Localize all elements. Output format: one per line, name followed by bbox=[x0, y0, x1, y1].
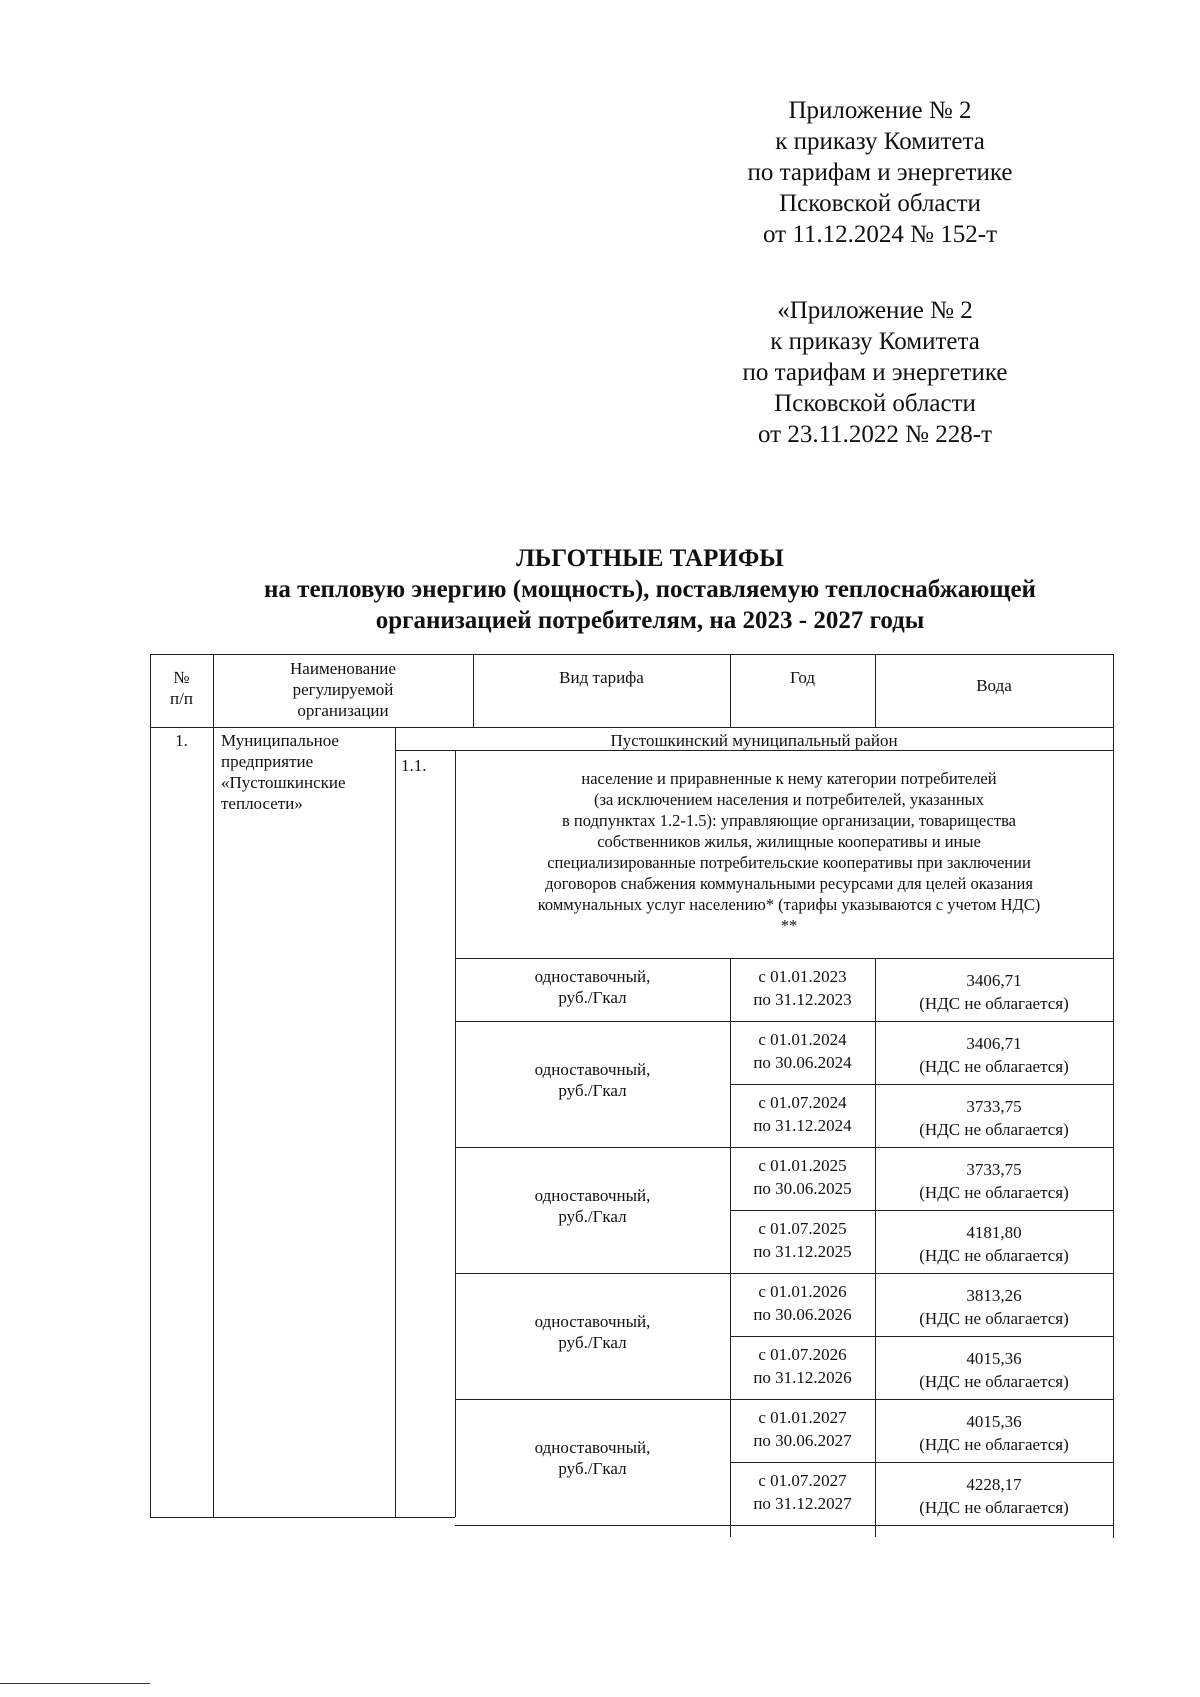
tariff-type-cell-line: одноставочный, bbox=[534, 1060, 651, 1079]
table-horizontal-line bbox=[455, 1147, 1113, 1148]
period-from: с 01.07.2025 bbox=[758, 1219, 847, 1238]
table-horizontal-line bbox=[150, 1517, 455, 1518]
tariff-vat-note: (НДС не облагается) bbox=[919, 1057, 1069, 1076]
tariff-vat-note: (НДС не облагается) bbox=[919, 1435, 1069, 1454]
table-horizontal-line bbox=[455, 1021, 1113, 1022]
header-organization-line: Наименование bbox=[290, 659, 396, 678]
table-horizontal-line bbox=[730, 1462, 1113, 1463]
consumer-description-line: в подпунктах 1.2-1.5): управляющие организации, товарищества bbox=[562, 811, 1016, 830]
tariff-type-cell-line: руб./Гкал bbox=[558, 988, 627, 1007]
tariff-type-cell-line: руб./Гкал bbox=[558, 1459, 627, 1478]
period-from: с 01.07.2024 bbox=[758, 1093, 847, 1112]
tariff-type-cell bbox=[455, 966, 730, 1008]
appendix-current-line: Приложение № 2 bbox=[788, 97, 972, 124]
tariff-value: 4181,80 bbox=[966, 1223, 1022, 1242]
header-organization-line: организации bbox=[297, 701, 389, 720]
period-to: по 31.12.2023 bbox=[753, 990, 852, 1009]
consumer-description-line: население и приравненные к нему категории потребителей bbox=[581, 769, 997, 788]
tariff-type-cell-line: руб./Гкал bbox=[558, 1333, 627, 1352]
appendix-current-block bbox=[720, 95, 1040, 250]
title-line-3: организацией потребителям, на 2023 - 2027 годы bbox=[375, 607, 925, 634]
appendix-current-line: по тарифам и энергетике bbox=[747, 159, 1013, 186]
header-number-line: п/п bbox=[170, 689, 193, 708]
tariff-value: 3733,75 bbox=[966, 1097, 1022, 1116]
tariff-value: 4015,36 bbox=[966, 1349, 1022, 1368]
district-name: Пустошкинский муниципальный район bbox=[610, 731, 898, 750]
appendix-previous-line: Псковской области bbox=[774, 390, 976, 417]
organization-name-line: теплосети» bbox=[221, 794, 303, 813]
appendix-current-line: от 11.12.2024 № 152-т bbox=[762, 221, 998, 248]
tariff-type-cell-line: руб./Гкал bbox=[558, 1207, 627, 1226]
period-from: с 01.01.2024 bbox=[758, 1030, 847, 1049]
header-tariff-type: Вид тарифа bbox=[559, 668, 644, 687]
tariff-value: 3733,75 bbox=[966, 1160, 1022, 1179]
consumer-description-line: ** bbox=[780, 916, 798, 935]
appendix-previous-line: «Приложение № 2 bbox=[777, 297, 973, 324]
appendix-previous-line: к приказу Комитета bbox=[770, 328, 980, 355]
table-vertical-line bbox=[395, 727, 396, 1517]
tariff-vat-note: (НДС не облагается) bbox=[919, 1309, 1069, 1328]
period-to: по 31.12.2024 bbox=[753, 1116, 852, 1135]
appendix-current-line: Псковской области bbox=[779, 190, 981, 217]
table-vertical-line bbox=[150, 654, 151, 1517]
period-from: с 01.07.2027 bbox=[758, 1471, 847, 1490]
table-horizontal-line bbox=[150, 654, 1113, 655]
table-horizontal-line bbox=[150, 727, 1113, 728]
period-from: с 01.01.2023 bbox=[758, 967, 847, 986]
tariff-vat-note: (НДС не облагается) bbox=[919, 1120, 1069, 1139]
organization-name-line: предприятие bbox=[221, 752, 314, 771]
document-title bbox=[160, 543, 1140, 636]
period-to: по 30.06.2025 bbox=[753, 1179, 852, 1198]
period-to: по 31.12.2027 bbox=[753, 1494, 852, 1513]
table-vertical-line bbox=[473, 654, 474, 727]
table-vertical-line bbox=[213, 654, 214, 1517]
title-line-2: на тепловую энергию (мощность), поставляемую теплоснабжающей bbox=[264, 576, 1036, 603]
tariff-value: 3406,71 bbox=[966, 971, 1022, 990]
table-horizontal-line bbox=[730, 1336, 1113, 1337]
consumer-description-line: собственников жилья, жилищные кооперативы и иные bbox=[597, 832, 981, 851]
organization-name bbox=[221, 730, 393, 814]
tariff-vat-note: (НДС не облагается) bbox=[919, 1183, 1069, 1202]
tariff-type-cell bbox=[455, 1059, 730, 1101]
appendix-previous-block bbox=[715, 295, 1035, 450]
table-horizontal-line bbox=[455, 958, 1113, 959]
header-year: Год bbox=[790, 668, 815, 687]
tariff-vat-note: (НДС не облагается) bbox=[919, 1372, 1069, 1391]
period-from: с 01.01.2027 bbox=[758, 1408, 847, 1427]
tariff-value: 4015,36 bbox=[966, 1412, 1022, 1431]
tariff-vat-note: (НДС не облагается) bbox=[919, 1498, 1069, 1517]
period-to: по 31.12.2026 bbox=[753, 1368, 852, 1387]
row-number: 1. bbox=[175, 731, 188, 750]
tariff-value: 3813,26 bbox=[966, 1286, 1022, 1305]
consumer-description-line: (за исключением населения и потребителей, указанных bbox=[593, 790, 985, 809]
appendix-current-line: к приказу Комитета bbox=[775, 128, 985, 155]
tariff-type-cell-line: одноставочный, bbox=[534, 1312, 651, 1331]
organization-name-line: «Пустошкинские bbox=[221, 773, 346, 792]
tariff-type-cell-line: одноставочный, bbox=[534, 967, 651, 986]
header-organization-line: регулируемой bbox=[292, 680, 394, 699]
consumer-description bbox=[455, 768, 1123, 936]
title-line-1: ЛЬГОТНЫЕ ТАРИФЫ bbox=[516, 545, 784, 572]
appendix-previous-line: от 23.11.2022 № 228-т bbox=[757, 421, 993, 448]
table-vertical-line bbox=[730, 654, 731, 727]
period-from: с 01.01.2025 bbox=[758, 1156, 847, 1175]
period-to: по 30.06.2027 bbox=[753, 1431, 852, 1450]
footer-rule bbox=[0, 1683, 150, 1684]
consumer-description-line: специализированные потребительские кооперативы при заключении bbox=[547, 853, 1031, 872]
table-horizontal-line bbox=[455, 1525, 1113, 1526]
tariff-type-cell-line: одноставочный, bbox=[534, 1186, 651, 1205]
tariff-vat-note: (НДС не облагается) bbox=[919, 1246, 1069, 1265]
tariff-value: 4228,17 bbox=[966, 1475, 1022, 1494]
consumer-description-line: договоров снабжения коммунальными ресурсами для целей оказания bbox=[545, 874, 1033, 893]
appendix-previous-line: по тарифам и энергетике bbox=[742, 359, 1008, 386]
table-horizontal-line bbox=[455, 1399, 1113, 1400]
header-water: Вода bbox=[976, 676, 1012, 695]
table-horizontal-line bbox=[730, 1084, 1113, 1085]
period-to: по 30.06.2024 bbox=[753, 1053, 852, 1072]
tariff-type-cell-line: руб./Гкал bbox=[558, 1081, 627, 1100]
sub-number: 1.1. bbox=[401, 756, 427, 775]
tariff-type-cell-line: одноставочный, bbox=[534, 1438, 651, 1457]
consumer-description-line: коммунальных услуг населению* (тарифы указываются с учетом НДС) bbox=[537, 895, 1041, 914]
tariff-vat-note: (НДС не облагается) bbox=[919, 994, 1069, 1013]
header-number bbox=[150, 667, 213, 709]
period-to: по 31.12.2025 bbox=[753, 1242, 852, 1261]
tariff-type-cell bbox=[455, 1185, 730, 1227]
period-from: с 01.07.2026 bbox=[758, 1345, 847, 1364]
table-horizontal-line bbox=[455, 1273, 1113, 1274]
tariff-type-cell bbox=[455, 1437, 730, 1479]
tariff-type-cell bbox=[455, 1311, 730, 1353]
period-to: по 30.06.2026 bbox=[753, 1305, 852, 1324]
header-organization bbox=[213, 658, 473, 721]
organization-name-line: Муниципальное bbox=[221, 731, 339, 750]
period-from: с 01.01.2026 bbox=[758, 1282, 847, 1301]
table-horizontal-line bbox=[730, 1210, 1113, 1211]
header-number-line: № bbox=[173, 668, 190, 687]
tariff-value: 3406,71 bbox=[966, 1034, 1022, 1053]
